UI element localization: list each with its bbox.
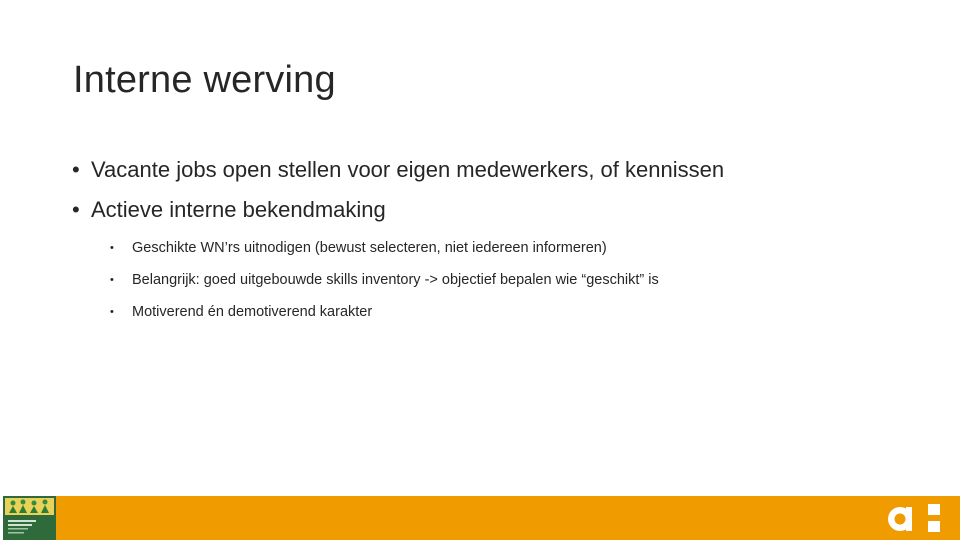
slide-title: Interne werving <box>73 59 336 101</box>
sub-bullet-marker: • <box>110 306 114 318</box>
book-cover <box>3 496 56 540</box>
bullet-list-level1 <box>72 150 724 230</box>
bullet-item <box>72 150 724 190</box>
book-cover-art <box>3 496 56 540</box>
sub-bullet-marker: • <box>110 274 114 286</box>
sub-bullet-text: Belangrijk: goed uitgebouwde skills inventory -> objectief bepalen wie “geschikt” is <box>132 272 659 288</box>
sub-bullet-marker: • <box>110 242 114 254</box>
brand-a-colon-icon <box>884 500 944 536</box>
sub-bullet-item <box>110 296 659 328</box>
bullet-marker: • <box>72 157 80 182</box>
bullet-marker: • <box>72 197 80 222</box>
bullet-text: Actieve interne bekendmaking <box>91 197 386 222</box>
hrm-book-cover-icon <box>0 496 56 540</box>
bullet-list-level2 <box>110 232 659 328</box>
footer-bar <box>0 496 960 540</box>
sub-bullet-item <box>110 232 659 264</box>
sub-bullet-text: Motiverend én demotiverend karakter <box>132 304 373 320</box>
sub-bullet-item <box>110 264 659 296</box>
brand-logo-art <box>884 500 944 536</box>
sub-bullet-text: Geschikte WN’rs uitnodigen (bewust selecteren, niet iedereen informeren) <box>132 240 607 256</box>
bullet-item <box>72 190 724 230</box>
bullet-text: Vacante jobs open stellen voor eigen medewerkers, of kennissen <box>91 157 725 182</box>
